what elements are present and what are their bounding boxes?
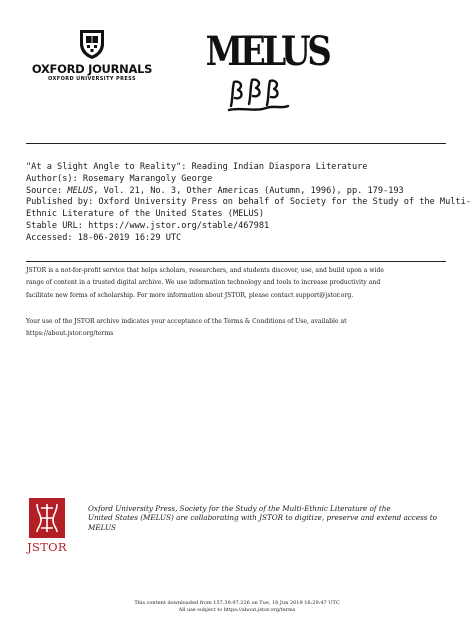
download-notice: This content downloaded from 157.39.97.226 on Tue, 18 Jun 2019 16:29:47 UTC All use subject to https://about.jstor.org/terms: [134, 600, 340, 613]
jstor-logo: [26, 498, 68, 556]
oxford-crest-icon: [78, 28, 106, 60]
jstor-wordmark: JSTOR: [27, 540, 67, 554]
publisher-name: OXFORD JOURNALS: [31, 62, 153, 76]
jstor-emblem-icon: [29, 498, 65, 538]
collaboration-notice: Oxford University Press, Society for the Study of the Multi-Ethnic Literature of the United States (MELUS) are collaborating with JSTOR to digitize, preserve and extend access to MELUS: [88, 504, 437, 532]
source-journal: MELUS: [67, 185, 94, 196]
journal-title: MELUS: [205, 28, 329, 75]
accessed-date: Accessed: 18-06-2019 16:29 UTC: [26, 232, 182, 243]
melus-figures-icon: [226, 76, 292, 116]
terms-paragraph: Your use of the JSTOR archive indicates your acceptance of the Terms & Conditions of Use, available at https://about.jstor.org/terms: [26, 316, 446, 341]
stable-url[interactable]: Stable URL: https://www.jstor.org/stable/467981: [26, 220, 270, 231]
jstor-intro-paragraph: JSTOR is a not-for-profit service that helps scholars, researchers, and students discover, use, and build upon a wide range of content in a trusted digital archive. We use information technology and tools to increase productivity and facilitate new forms of scholarship. For more information about JSTOR, please contact support@jstor.org.: [26, 267, 384, 299]
published-by-cont: Ethnic Literature of the United States (MELUS): [26, 209, 264, 220]
citation-block: [26, 162, 471, 245]
published-by: Published by: Oxford University Press on behalf of Society for the Study of the Multi-: [26, 197, 471, 208]
terms-link[interactable]: https://about.jstor.org/terms: [26, 330, 114, 338]
middle-divider: [26, 261, 446, 262]
top-divider: [26, 143, 446, 144]
melus-logo: [196, 28, 329, 116]
article-authors: Author(s): Rosemary Marangoly George: [26, 173, 213, 184]
article-source: Source: MELUS, Vol. 21, No. 3, Other Americas (Autumn, 1996), pp. 179-193: [26, 185, 404, 196]
publisher-press: OXFORD UNIVERSITY PRESS: [48, 76, 136, 82]
article-title: "At a Slight Angle to Reality": Reading Indian Diaspora Literature: [26, 162, 368, 172]
oxford-journals-logo: [24, 28, 160, 84]
